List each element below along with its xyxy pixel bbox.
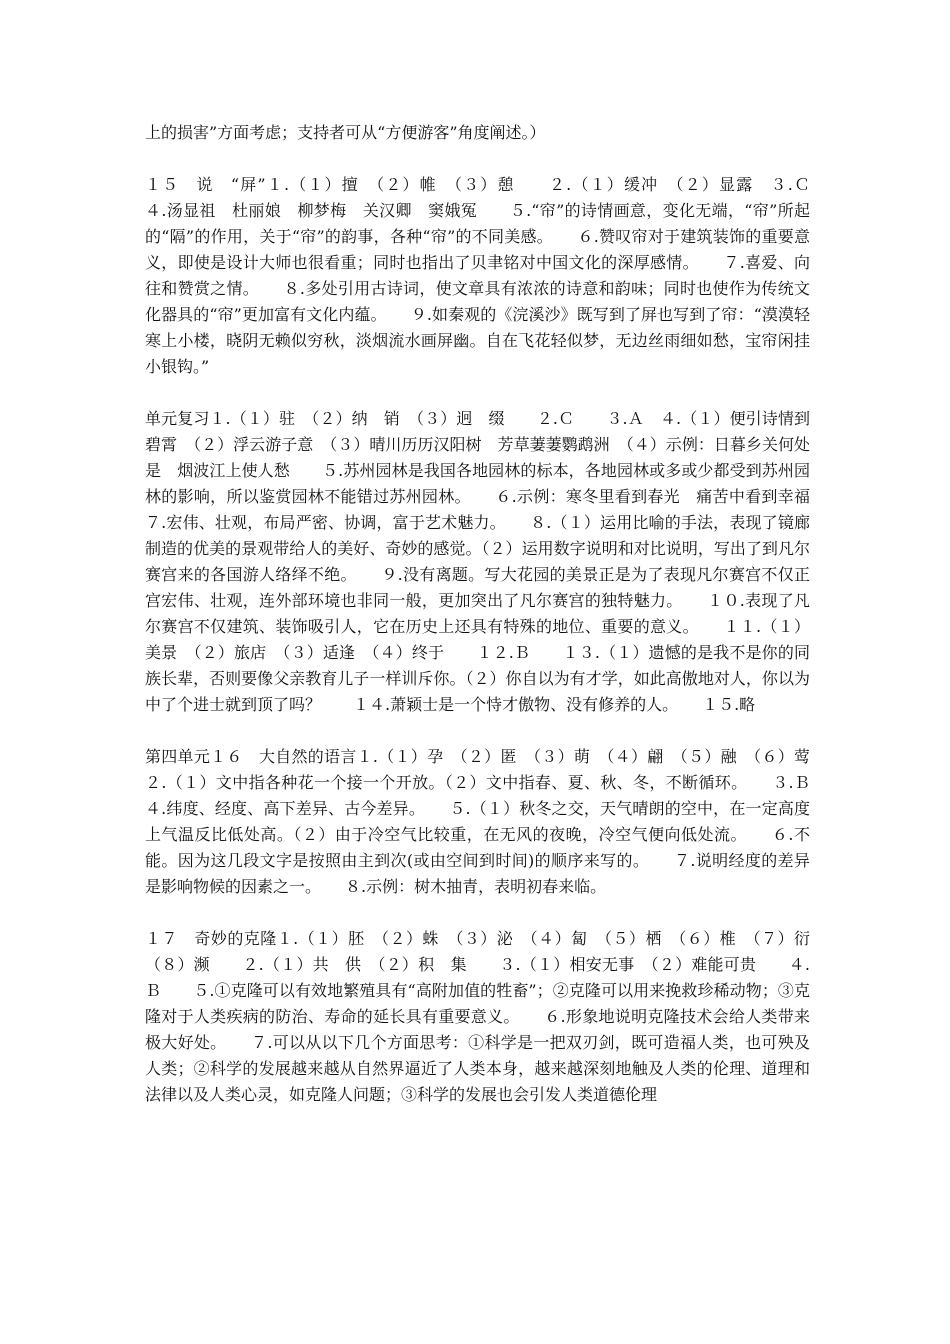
answer-key-text [145, 120, 843, 1134]
paragraph-unit-4-lesson-16: 第四单元１６ 大自然的语言１.（１）孕 （２）匿 （３）萌 （４）翩 （５）融 （６）莺 ２.（１）文中指各种花一个接一个开放。（２）文中指春、夏、秋、冬，不断循环。 ３.Ｂ ４.纬度、经度、高下差异、古今差异。 ５.（１）秋冬之交，天气晴朗的空中，在一定高度上气温反比低处高。（２）由于冷空气比较重，在无风的夜晚，冷空气便向低处流。 ６.不能。因为这几段文字是按照由主到次(或由空间到时间)的顺序来写的。 ７.说明经度的差异是影响物候的因素之一。 ８.示例：树木抽青，表明初春来临。 [145, 747, 843, 896]
paragraph-continuation: 上的损害”方面考虑；支持者可从“方便游客”角度阐述。） [145, 123, 546, 142]
paragraph-lesson-15: １５ 说 “屏”１.（１）擅 （２）帷 （３）憩 ２.（１）缓冲 （２）显露 ３.Ｃ ４.汤显祖 杜丽娘 柳梦梅 关汉卿 窦娥冤 ５.“帘”的诗情画意，变化无端，“帘”所起的“隔”的作用，关于“帘”的韵事，各种“帘”的不同美感。 ６.赞叹帘对于建筑装饰的重要意义，即使是设计大师也很看重；同时也指出了贝聿铭对中国文化的深厚感情。 ７.喜爱、向往和赞赏之情。 ８.多处引用古诗词，使文章具有浓浓的诗意和韵味；同时也使作为传统文化器具的“帘”更加富有文化内蕴。 ９.如秦观的《浣溪沙》既写到了屏也写到了帘：“漠漠轻寒上小楼，晓阴无赖似穷秋，淡烟流水画屏幽。自在飞花轻似梦，无边丝雨细如愁，宝帘闲挂小银钩。” [145, 175, 843, 376]
paragraph-lesson-17: １７ 奇妙的克隆１.（１）胚 （２）蛛 （３）泌 （４）匐 （５）栖 （６）椎 （７）衍 （８）濒 ２.（１）共 供 （２）积 集 ３.（１）相安无事 （２）难能可贵 ４.Ｂ ５.①克隆可以有效地繁殖具有“高附加值的牲畜”；②克隆可以用来挽救珍稀动物；③克隆对于人类疾病的防治、寿命的延长具有重要意义。 ６.形象地说明克隆技术会给人类带来极大好处。 ７.可以从以下几个方面思考：①科学是一把双刃剑，既可造福人类，也可殃及人类；②科学的发展越来越从自然界逼近了人类本身，越来越深刻地触及人类的伦理、道理和法律以及人类心灵，如克隆人问题；③科学的发展也会引发人类道德伦理 [145, 929, 827, 1104]
paragraph-unit-review: 单元复习１.（１）驻 （２）纳 销 （３）迥 缀 ２.Ｃ ３.Ａ ４.（１）便引诗情到碧霄 （２）浮云游子意 （３）晴川历历汉阳树 芳草萋萋鹦鹉洲 （４）示例：日暮乡关何处是 烟波江上使人愁 ５.苏州园林是我国各地园林的标本，各地园林或多或少都受到苏州园林的影响，所以鉴赏园林不能错过苏州园林。 ６.示例：寒冬里看到春光 痛苦中看到幸福 ７.宏伟、壮观，布局严密、协调，富于艺术魅力。 ８.（１）运用比喻的手法，表现了镜廊制造的优美的景观带给人的美好、奇妙的感觉。（２）运用数字说明和对比说明，写出了到凡尔赛宫来的各国游人络绎不绝。 ９.没有离题。写大花园的美景正是为了表现凡尔赛宫不仅正宫宏伟、壮观，连外部环境也非同一般，更加突出了凡尔赛宫的独特魅力。 １０.表现了凡尔赛宫不仅建筑、装饰吸引人，它在历史上还具有特殊的地位、重要的意义。 １１.（１）美景 （２）旅店 （３）适逢 （４）终于 １２.Ｂ １３.（１）遗憾的是我不是你的同族长辈，否则要像父亲教育儿子一样训斥你。（２）你自以为有才学，如此高傲地对人，你以为中了个进士就到顶了吗？ １４.萧颖士是一个恃才傲物、没有修养的人。 １５.略 [145, 409, 843, 714]
